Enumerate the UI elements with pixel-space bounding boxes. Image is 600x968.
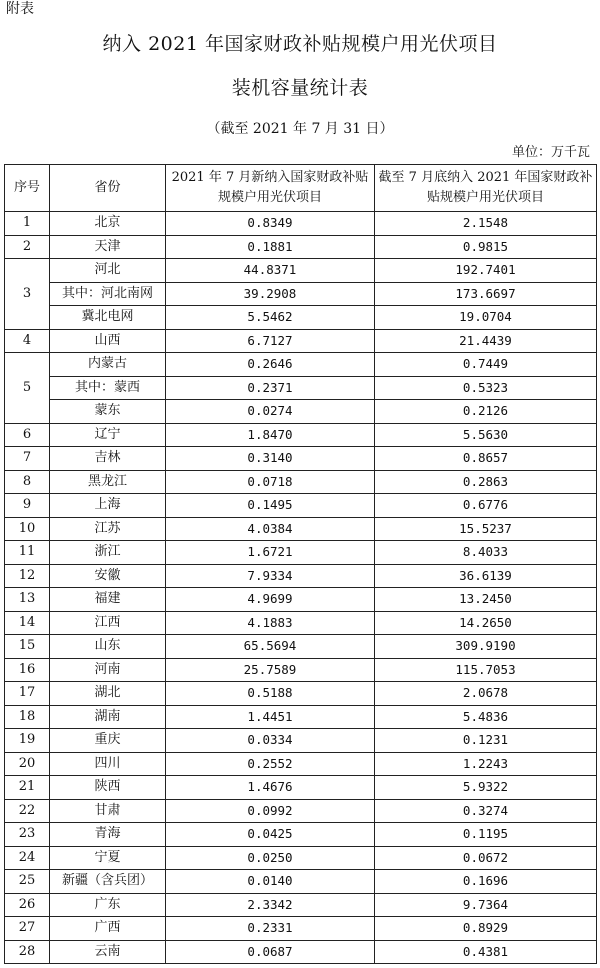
- row-new-july-value: 25.7589: [166, 658, 375, 682]
- row-index: 2: [5, 235, 50, 259]
- table-row: [5, 564, 597, 588]
- table-row: [5, 494, 597, 518]
- row-cumulative-value: 14.2650: [375, 611, 597, 635]
- row-new-july-value: 5.5462: [166, 306, 375, 330]
- row-cumulative-value: 0.2863: [375, 470, 597, 494]
- row-province: 黑龙江: [50, 470, 166, 494]
- row-index: 7: [5, 447, 50, 471]
- row-province: 广东: [50, 893, 166, 917]
- row-province: 江西: [50, 611, 166, 635]
- row-index: 27: [5, 917, 50, 941]
- row-cumulative-value: 5.9322: [375, 776, 597, 800]
- row-new-july-value: 0.0718: [166, 470, 375, 494]
- table-header-row: [5, 165, 597, 212]
- row-new-july-value: 0.2331: [166, 917, 375, 941]
- row-cumulative-value: 15.5237: [375, 517, 597, 541]
- row-new-july-value: 44.8371: [166, 259, 375, 283]
- row-index: 15: [5, 635, 50, 659]
- date-note: （截至 2021 年 7 月 31 日）: [206, 121, 394, 137]
- row-new-july-value: 0.2371: [166, 376, 375, 400]
- row-province: 其中：蒙西: [50, 376, 166, 400]
- row-new-july-value: 0.2552: [166, 752, 375, 776]
- row-new-july-value: 65.5694: [166, 635, 375, 659]
- row-index: 20: [5, 752, 50, 776]
- row-index: 25: [5, 870, 50, 894]
- row-new-july-value: 7.9334: [166, 564, 375, 588]
- row-new-july-value: 0.0250: [166, 846, 375, 870]
- row-index: 14: [5, 611, 50, 635]
- col-header-index: 序号: [5, 165, 50, 212]
- row-province: 天津: [50, 235, 166, 259]
- table-row: [5, 470, 597, 494]
- table-row: [5, 447, 597, 471]
- row-index: 12: [5, 564, 50, 588]
- table-row: [5, 776, 597, 800]
- table-row: [5, 611, 597, 635]
- row-cumulative-value: 21.4439: [375, 329, 597, 353]
- row-cumulative-value: 0.7449: [375, 353, 597, 377]
- row-province: 河北: [50, 259, 166, 283]
- table-row: [5, 823, 597, 847]
- row-cumulative-value: 309.9190: [375, 635, 597, 659]
- row-index: 5: [5, 353, 50, 424]
- row-new-july-value: 0.0687: [166, 940, 375, 964]
- row-new-july-value: 4.9699: [166, 588, 375, 612]
- row-cumulative-value: 36.6139: [375, 564, 597, 588]
- col-header-province: 省份: [50, 165, 166, 212]
- row-province: 湖南: [50, 705, 166, 729]
- row-index: 26: [5, 893, 50, 917]
- row-new-july-value: 0.1495: [166, 494, 375, 518]
- row-province: 蒙东: [50, 400, 166, 424]
- table-row: [5, 635, 597, 659]
- row-index: 18: [5, 705, 50, 729]
- row-cumulative-value: 0.0672: [375, 846, 597, 870]
- row-province: 福建: [50, 588, 166, 612]
- row-index: 13: [5, 588, 50, 612]
- row-province: 辽宁: [50, 423, 166, 447]
- table-row: [5, 423, 597, 447]
- row-index: 16: [5, 658, 50, 682]
- row-province: 新疆（含兵团）: [50, 870, 166, 894]
- row-province: 陕西: [50, 776, 166, 800]
- unit-label: 单位：万千瓦: [511, 145, 590, 160]
- row-new-july-value: 0.0274: [166, 400, 375, 424]
- row-province: 江苏: [50, 517, 166, 541]
- row-new-july-value: 4.1883: [166, 611, 375, 635]
- row-province: 上海: [50, 494, 166, 518]
- row-index: 21: [5, 776, 50, 800]
- row-cumulative-value: 5.4836: [375, 705, 597, 729]
- row-province: 山东: [50, 635, 166, 659]
- row-cumulative-value: 0.4381: [375, 940, 597, 964]
- row-index: 11: [5, 541, 50, 565]
- row-index: 23: [5, 823, 50, 847]
- row-index: 22: [5, 799, 50, 823]
- row-province: 重庆: [50, 729, 166, 753]
- row-province: 山西: [50, 329, 166, 353]
- table-row: [5, 541, 597, 565]
- table-row: [5, 329, 597, 353]
- row-cumulative-value: 0.1696: [375, 870, 597, 894]
- row-new-july-value: 1.4451: [166, 705, 375, 729]
- table-body: [5, 212, 597, 964]
- table-row: [5, 893, 597, 917]
- row-province: 青海: [50, 823, 166, 847]
- row-cumulative-value: 2.1548: [375, 212, 597, 236]
- row-province: 广西: [50, 917, 166, 941]
- row-new-july-value: 1.6721: [166, 541, 375, 565]
- row-new-july-value: 0.3140: [166, 447, 375, 471]
- table-row: [5, 658, 597, 682]
- row-province: 甘肃: [50, 799, 166, 823]
- row-index: 17: [5, 682, 50, 706]
- table-row: [5, 846, 597, 870]
- row-new-july-value: 39.2908: [166, 282, 375, 306]
- row-province: 北京: [50, 212, 166, 236]
- row-cumulative-value: 0.6776: [375, 494, 597, 518]
- row-new-july-value: 1.4676: [166, 776, 375, 800]
- row-province: 安徽: [50, 564, 166, 588]
- col-header-new-july: 2021 年 7 月新纳入国家财政补贴规模户用光伏项目: [166, 165, 375, 212]
- row-cumulative-value: 0.3274: [375, 799, 597, 823]
- row-province: 云南: [50, 940, 166, 964]
- row-index: 19: [5, 729, 50, 753]
- row-new-july-value: 0.1881: [166, 235, 375, 259]
- row-cumulative-value: 13.2450: [375, 588, 597, 612]
- table-row: [5, 940, 597, 964]
- row-province: 四川: [50, 752, 166, 776]
- row-new-july-value: 0.0992: [166, 799, 375, 823]
- table-row: [5, 517, 597, 541]
- row-new-july-value: 0.2646: [166, 353, 375, 377]
- table-row: [5, 705, 597, 729]
- row-new-july-value: 0.0140: [166, 870, 375, 894]
- table-row: [5, 870, 597, 894]
- row-cumulative-value: 19.0704: [375, 306, 597, 330]
- row-cumulative-value: 2.0678: [375, 682, 597, 706]
- row-province: 吉林: [50, 447, 166, 471]
- row-new-july-value: 2.3342: [166, 893, 375, 917]
- row-new-july-value: 0.8349: [166, 212, 375, 236]
- row-new-july-value: 6.7127: [166, 329, 375, 353]
- row-province: 湖北: [50, 682, 166, 706]
- row-new-july-value: 0.0334: [166, 729, 375, 753]
- col-header-cumulative: 截至 7 月底纳入 2021 年国家财政补贴规模户用光伏项目: [375, 165, 597, 212]
- table-row: [5, 799, 597, 823]
- row-cumulative-value: 0.8929: [375, 917, 597, 941]
- row-index: 10: [5, 517, 50, 541]
- row-cumulative-value: 9.7364: [375, 893, 597, 917]
- row-cumulative-value: 1.2243: [375, 752, 597, 776]
- table-row: [5, 400, 597, 424]
- row-province: 浙江: [50, 541, 166, 565]
- row-new-july-value: 0.5188: [166, 682, 375, 706]
- table-row: [5, 306, 597, 330]
- page-subtitle: 装机容量统计表: [231, 77, 369, 99]
- row-index: 28: [5, 940, 50, 964]
- table-row: [5, 212, 597, 236]
- row-index: 4: [5, 329, 50, 353]
- row-cumulative-value: 0.1231: [375, 729, 597, 753]
- row-province: 其中：河北南网: [50, 282, 166, 306]
- table-row: [5, 917, 597, 941]
- table-row: [5, 282, 597, 306]
- table-row: [5, 259, 597, 283]
- row-new-july-value: 0.0425: [166, 823, 375, 847]
- row-index: 6: [5, 423, 50, 447]
- table-row: [5, 752, 597, 776]
- row-cumulative-value: 0.1195: [375, 823, 597, 847]
- row-new-july-value: 4.0384: [166, 517, 375, 541]
- row-index: 24: [5, 846, 50, 870]
- row-index: 8: [5, 470, 50, 494]
- table-row: [5, 376, 597, 400]
- row-province: 冀北电网: [50, 306, 166, 330]
- row-cumulative-value: 8.4033: [375, 541, 597, 565]
- annex-label: 附表: [6, 1, 34, 17]
- row-cumulative-value: 0.8657: [375, 447, 597, 471]
- row-province: 河南: [50, 658, 166, 682]
- row-index: 1: [5, 212, 50, 236]
- row-index: 3: [5, 259, 50, 330]
- table-row: [5, 682, 597, 706]
- table-row: [5, 588, 597, 612]
- row-cumulative-value: 0.9815: [375, 235, 597, 259]
- row-cumulative-value: 192.7401: [375, 259, 597, 283]
- row-cumulative-value: 0.2126: [375, 400, 597, 424]
- row-cumulative-value: 115.7053: [375, 658, 597, 682]
- row-province: 宁夏: [50, 846, 166, 870]
- row-cumulative-value: 0.5323: [375, 376, 597, 400]
- page-title: 纳入 2021 年国家财政补贴规模户用光伏项目: [102, 33, 498, 55]
- table-row: [5, 235, 597, 259]
- row-cumulative-value: 5.5630: [375, 423, 597, 447]
- row-index: 9: [5, 494, 50, 518]
- row-province: 内蒙古: [50, 353, 166, 377]
- row-new-july-value: 1.8470: [166, 423, 375, 447]
- table-row: [5, 729, 597, 753]
- row-cumulative-value: 173.6697: [375, 282, 597, 306]
- table-row: [5, 353, 597, 377]
- capacity-table: [4, 164, 597, 964]
